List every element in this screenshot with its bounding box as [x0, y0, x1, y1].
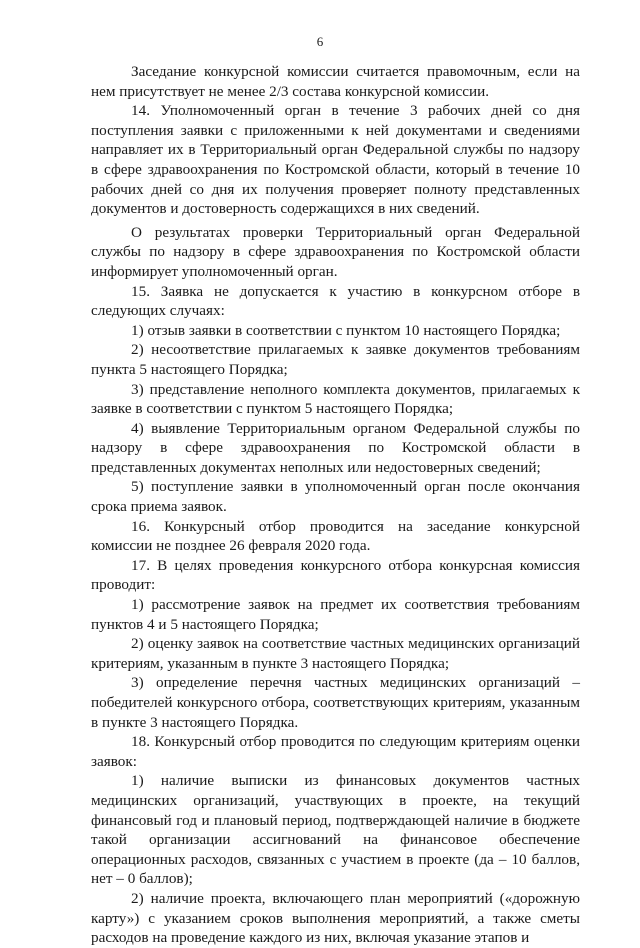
list-item: 1) наличие выписки из финансовых документов частных медицинских организаций, участвующих в проекте, на текущий финансовый год и плановый период, подтверждающей наличие в бюджете такой организации ассигнований на финансовое обеспечение операционных расходов, связанных с участием в проекте (да – 10 баллов, нет – 0 баллов); [91, 772, 580, 888]
paragraph: 18. Конкурсный отбор проводится по следующим критериям оценки заявок: [91, 733, 580, 770]
paragraph: 17. В целях проведения конкурсного отбора конкурсная комиссия проводит: [91, 556, 580, 594]
list-item: 4) выявление Территориальным органом Федеральной службы по надзору в сфере здравоохранения по Костромской области в представленных документах неполных или недостоверных сведений; [91, 419, 580, 476]
paragraph: 16. Конкурсный отбор проводится на заседание конкурсной комиссии не позднее 26 февраля 2020 года. [91, 517, 580, 555]
page-number: 6 [316, 34, 324, 49]
list-item: 2) несоответствие прилагаемых к заявке документов требованиям пункта 5 настоящего Порядка; [91, 341, 580, 378]
list-item: 2) наличие проекта, включающего план мероприятий («дорожную карту») с указанием сроков выполнения мероприятий, а также сметы расходов на проведение каждого из них, включая указание этапов и [91, 889, 580, 947]
list-item: 3) определение перечня частных медицинских организаций – победителей конкурсного отбора, соответствующих критериям, указанным в пункте 3 настоящего Порядка. [91, 674, 580, 731]
list-item: 3) представление неполного комплекта документов, прилагаемых к заявке в соответствии с пунктом 5 настоящего Порядка; [91, 380, 580, 418]
paragraph: Заседание конкурсной комиссии считается правомочным, если на нем присутствует не менее 2/3 состава конкурсной комиссии. [91, 63, 580, 100]
list-item: 2) оценку заявок на соответствие частных медицинских организаций критериям, указанным в пункте 3 настоящего Порядка; [91, 635, 580, 672]
paragraph: 14. Уполномоченный орган в течение 3 рабочих дней со дня поступления заявки с приложенными к ней документами и сведениями направляет их в Территориальный орган Федеральной службы по надзору в сфере здравоохранения по Костромской области, который в течение 10 рабочих дней со дня их получения проверяет полноту представленных документов и достоверность содержащихся в них сведений. [91, 102, 580, 218]
list-item: 1) отзыв заявки в соответствии с пунктом 10 настоящего Порядка; [131, 321, 561, 339]
list-item: 1) рассмотрение заявок на предмет их соответствия требованиям пунктов 4 и 5 настоящего Порядка; [91, 596, 580, 633]
list-item: 5) поступление заявки в уполномоченный орган после окончания срока приема заявок. [91, 478, 580, 516]
paragraph: 15. Заявка не допускается к участию в конкурсном отборе в следующих случаях: [91, 282, 580, 320]
paragraph: О результатах проверки Территориальный орган Федеральной службы по надзору в сфере здравоохранения по Костромской области информирует уполномоченный орган. [91, 223, 580, 280]
document-body [91, 62, 580, 948]
